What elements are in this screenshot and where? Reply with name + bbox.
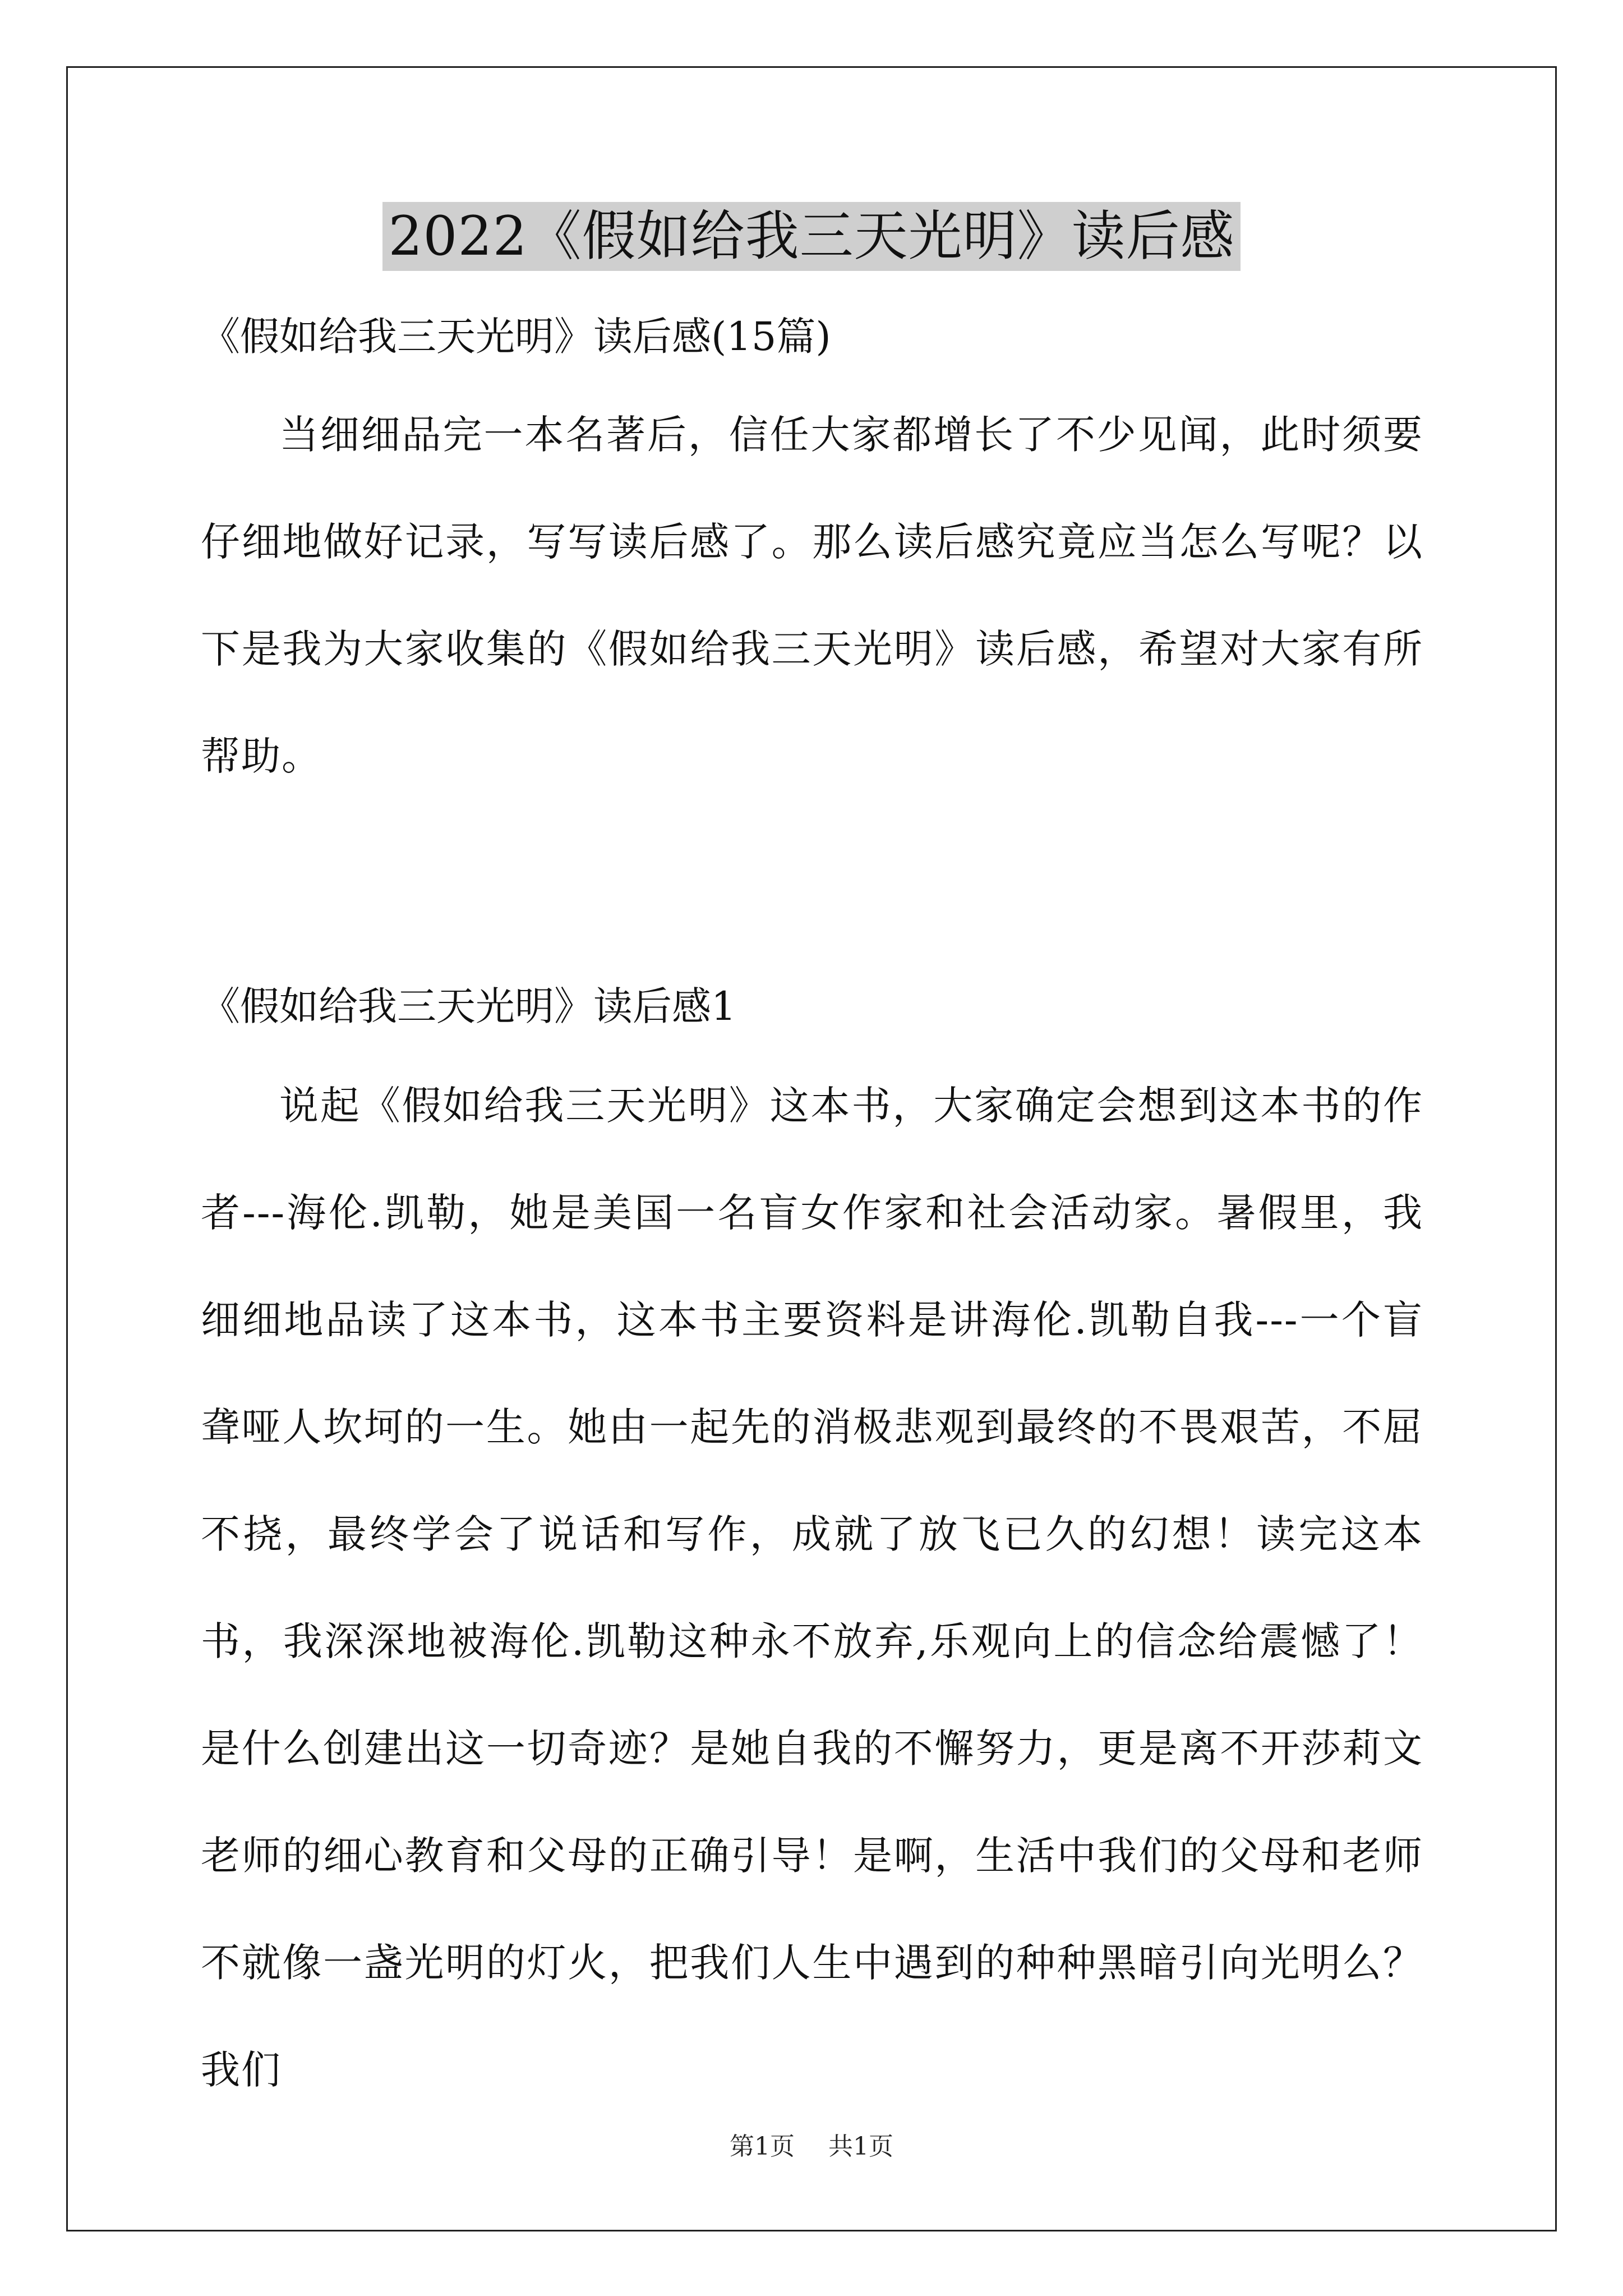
- document-body: [201, 303, 1423, 2124]
- document-title: 2022《假如给我三天光明》读后感: [382, 202, 1240, 271]
- document-subtitle: 《假如给我三天光明》读后感(15篇): [201, 314, 831, 360]
- intro-paragraph: 当细细品完一本名著后，信任大家都增长了不少见闻，此时须要仔细地做好记录，写写读后感了。那么读后感究竟应当怎么写呢？以下是我为大家收集的《假如给我三天光明》读后感，希望对大家有所帮助。: [201, 412, 1423, 779]
- page-current: 第1页: [730, 2132, 795, 2161]
- section-paragraph: 说起《假如给我三天光明》这本书，大家确定会想到这本书的作者---海伦.凯勒，她是美国一名盲女作家和社会活动家。暑假里，我细细地品读了这本书，这本书主要资料是讲海伦.凯勒自我---一个盲聋哑人坎坷的一生。她由一起先的消极悲观到最终的不畏艰苦，不屈不挠，最终学会了说话和写作，成就了放飞已久的幻想！读完这本书，我深深地被海伦.凯勒这种永不放弃,乐观向上的信念给震憾了！是什么创建出这一切奇迹？是她自我的不懈努力，更是离不开莎莉文老师的细心教育和父母的正确引导！是啊，生活中我们的父母和老师不就像一盏光明的灯火，把我们人生中遇到的种种黑暗引向光明么？我们: [201, 1083, 1423, 2093]
- page-total: 共1页: [828, 2132, 893, 2161]
- section-heading: 《假如给我三天光明》读后感1: [201, 983, 736, 1029]
- title-wrap: [0, 202, 1623, 271]
- page-footer: [0, 2126, 1623, 2162]
